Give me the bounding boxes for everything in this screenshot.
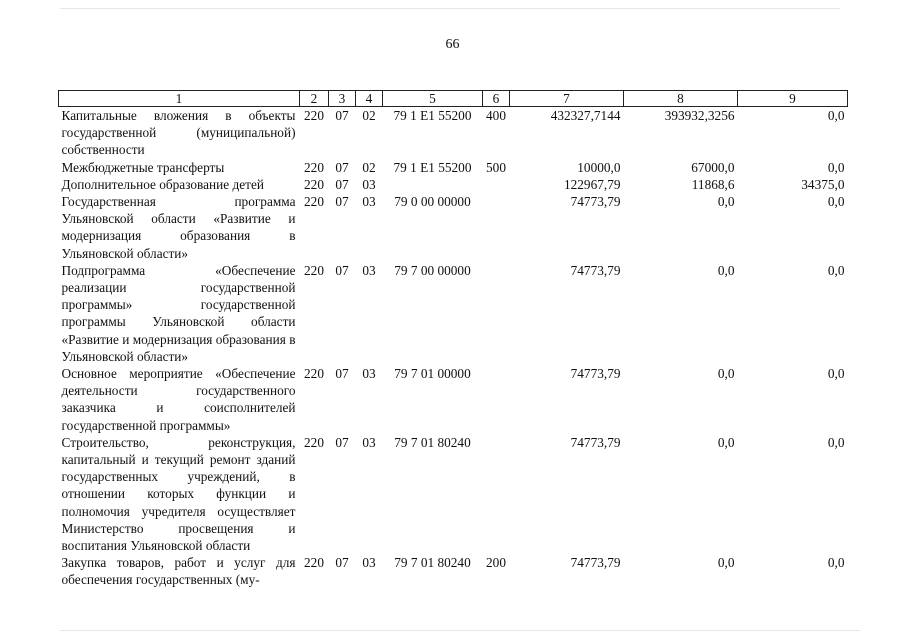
cell-target: 79 1 E1 55200 xyxy=(393,159,472,175)
cell-subsection: 02 xyxy=(362,159,376,175)
cell-section: 07 xyxy=(335,434,349,450)
cell-section: 07 xyxy=(335,262,349,278)
cell-type: 500 xyxy=(486,159,506,175)
cell-subsection: 03 xyxy=(362,194,376,210)
cell-section: 07 xyxy=(335,194,349,210)
cell-subsection: 03 xyxy=(362,555,376,571)
cell-target: 79 7 00 00000 xyxy=(394,262,471,278)
cell-subsection: 03 xyxy=(362,366,376,382)
column-header: 2 xyxy=(300,91,329,107)
cell-value-8: 67000,0 xyxy=(691,159,735,175)
cell-value-7: 122967,79 xyxy=(563,176,621,192)
cell-value-7: 432327,7144 xyxy=(550,108,621,123)
table-row xyxy=(59,365,848,434)
table-row xyxy=(59,159,848,176)
row-name: Закупка товаров, работ и услуг для обеспечения государственных (му- xyxy=(61,555,296,588)
cell-section: 07 xyxy=(335,108,349,123)
cell-target xyxy=(383,176,483,193)
column-header: 1 xyxy=(59,91,300,107)
cell-section: 07 xyxy=(335,159,349,175)
cell-code: 220 xyxy=(304,555,324,571)
column-header: 5 xyxy=(383,91,483,107)
cell-subsection: 02 xyxy=(362,108,376,123)
cell-target: 79 7 01 00000 xyxy=(394,366,471,382)
cell-value-9: 34375,0 xyxy=(801,176,845,192)
cell-value-8: 0,0 xyxy=(717,555,735,571)
scan-edge-top xyxy=(60,8,840,9)
cell-value-7: 74773,79 xyxy=(570,555,621,571)
budget-table xyxy=(58,90,848,589)
cell-code: 220 xyxy=(304,262,324,278)
cell-value-8: 11868,6 xyxy=(691,176,735,192)
cell-value-9: 0,0 xyxy=(827,262,845,278)
cell-value-8: 393932,3256 xyxy=(664,108,735,123)
cell-value-7: 74773,79 xyxy=(570,194,621,210)
table-row xyxy=(59,176,848,193)
table-row xyxy=(59,554,848,588)
column-header: 7 xyxy=(510,91,624,107)
cell-target: 79 7 01 80240 xyxy=(394,555,471,571)
table-row xyxy=(59,262,848,365)
column-header: 9 xyxy=(738,91,848,107)
cell-code: 220 xyxy=(304,434,324,450)
cell-value-7: 74773,79 xyxy=(570,262,621,278)
cell-value-8: 0,0 xyxy=(717,366,735,382)
cell-code: 220 xyxy=(304,159,324,175)
table-row xyxy=(59,434,848,554)
cell-value-9: 0,0 xyxy=(827,159,845,175)
cell-value-8: 0,0 xyxy=(717,262,735,278)
row-name: Дополнительное образование детей xyxy=(61,176,264,192)
cell-section: 07 xyxy=(335,555,349,571)
cell-type xyxy=(483,262,510,365)
cell-target: 79 7 01 80240 xyxy=(394,434,471,450)
cell-code: 220 xyxy=(304,194,324,210)
row-name: Основное мероприятие «Обеспечение деятельности государственного заказчика и соисполнителей государственной программы» xyxy=(61,366,296,433)
cell-section: 07 xyxy=(335,176,349,192)
column-header: 6 xyxy=(483,91,510,107)
cell-code: 220 xyxy=(304,366,324,382)
page-number: 66 xyxy=(445,37,460,52)
cell-type xyxy=(483,193,510,262)
cell-type xyxy=(483,434,510,554)
cell-code: 220 xyxy=(304,108,324,123)
column-header: 8 xyxy=(624,91,738,107)
cell-value-7: 10000,0 xyxy=(577,159,621,175)
cell-type: 200 xyxy=(486,555,506,571)
column-header: 4 xyxy=(356,91,383,107)
cell-value-8: 0,0 xyxy=(717,434,735,450)
cell-value-9: 0,0 xyxy=(827,194,845,210)
cell-target: 79 1 E1 55200 xyxy=(393,108,472,123)
cell-value-9: 0,0 xyxy=(827,366,845,382)
cell-subsection: 03 xyxy=(362,434,376,450)
column-header: 3 xyxy=(329,91,356,107)
cell-target: 79 0 00 00000 xyxy=(394,194,471,210)
cell-value-7: 74773,79 xyxy=(570,434,621,450)
cell-value-9: 0,0 xyxy=(827,434,845,450)
cell-value-9: 0,0 xyxy=(827,555,845,571)
cell-type: 400 xyxy=(486,108,506,123)
cell-subsection: 03 xyxy=(362,262,376,278)
table-row xyxy=(59,107,848,159)
cell-section: 07 xyxy=(335,366,349,382)
cell-value-9: 0,0 xyxy=(827,108,845,123)
scan-edge-bottom xyxy=(60,630,860,631)
cell-value-7: 74773,79 xyxy=(570,366,621,382)
cell-type xyxy=(483,365,510,434)
cell-type xyxy=(483,176,510,193)
row-name: Государственная программа Ульяновской области «Развитие и модернизация образования в Ульяновской области» xyxy=(61,194,296,261)
cell-code: 220 xyxy=(304,176,324,192)
cell-value-8: 0,0 xyxy=(717,194,735,210)
row-name: Капитальные вложения в объекты государственной (муниципальной) собственности xyxy=(61,108,296,158)
row-name: Строительство, реконструкция, капитальный и текущий ремонт зданий государственных учреждений, в отношении которых функции и полномочия учредителя осуществляет Министерство просвещения и воспитания Ульяновской области xyxy=(61,434,296,554)
cell-subsection: 03 xyxy=(362,176,376,192)
table-row xyxy=(59,193,848,262)
row-name: Подпрограмма «Обеспечение реализации государственной программы» государственной программы Ульяновской области «Развитие и модернизация образования в Ульяновской области» xyxy=(61,262,296,364)
row-name: Межбюджетные трансферты xyxy=(61,159,225,175)
table-header-row xyxy=(59,91,848,107)
